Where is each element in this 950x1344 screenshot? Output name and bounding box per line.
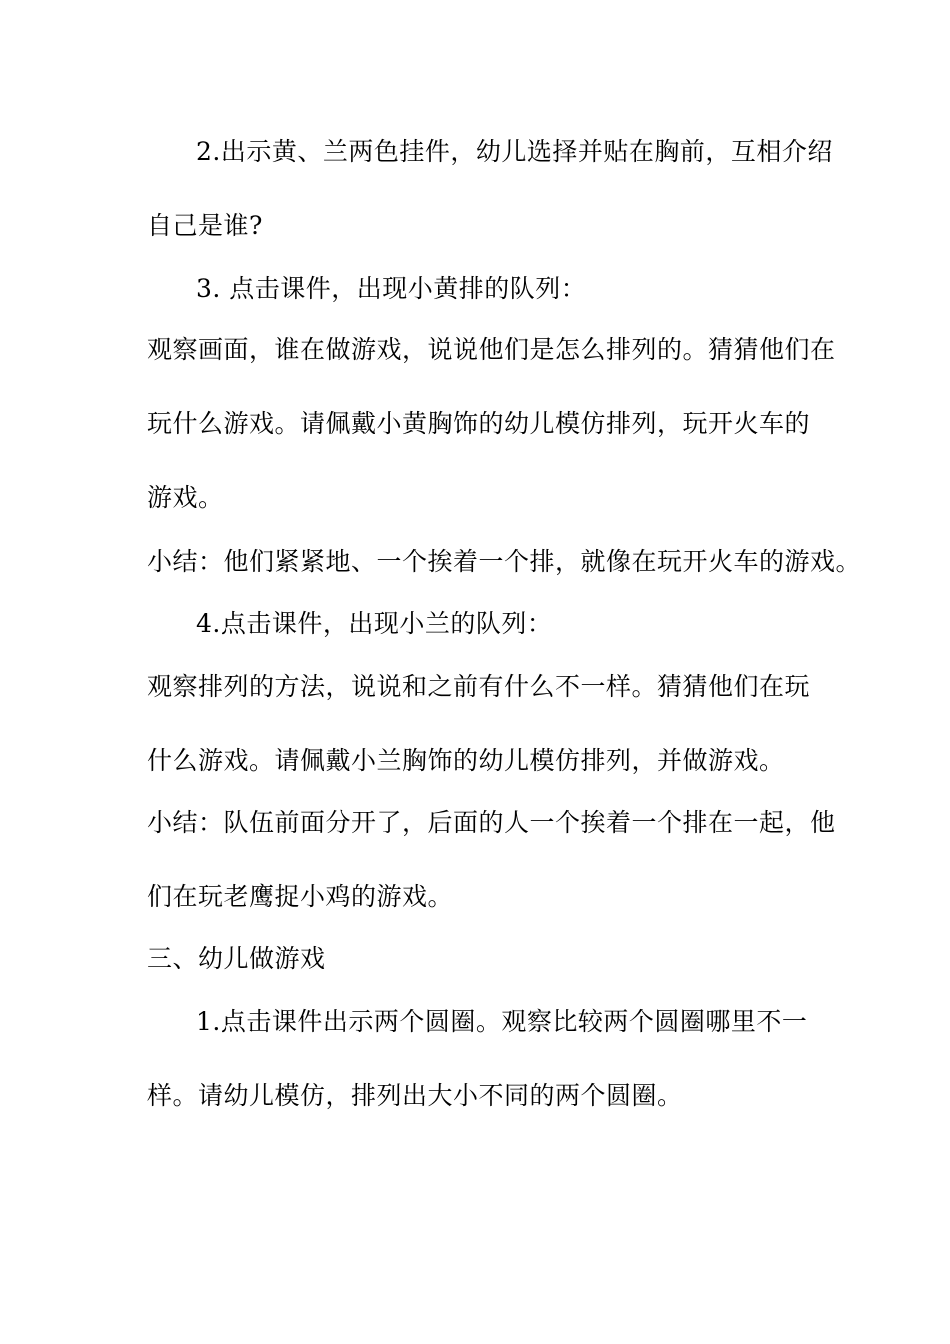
text-line-7: 小结：他们紧紧地、一个挨着一个排，就像在玩开火车的游戏。 xyxy=(147,547,862,576)
text-line-1: 2.出示黄、兰两色挂件，幼儿选择并贴在胸前，互相介绍 xyxy=(196,137,833,166)
text-line-5: 玩什么游戏。请佩戴小黄胸饰的幼儿模仿排列，玩开火车的 xyxy=(147,409,811,438)
text-line-10: 什么游戏。请佩戴小兰胸饰的幼儿模仿排列，并做游戏。 xyxy=(147,746,785,775)
text-line-12: 们在玩老鹰捉小鸡的游戏。 xyxy=(147,882,454,911)
text-line-3: 3. 点击课件，出现小黄排的队列： xyxy=(196,274,587,303)
text-line-4: 观察画面，谁在做游戏，说说他们是怎么排列的。猜猜他们在 xyxy=(147,335,836,364)
text-line-14: 1.点击课件出示两个圆圈。观察比较两个圆圈哪里不一 xyxy=(196,1007,808,1036)
text-line-15: 样。请幼儿模仿，排列出大小不同的两个圆圈。 xyxy=(147,1081,683,1110)
text-line-2: 自己是谁? xyxy=(147,211,263,240)
text-line-6: 游戏。 xyxy=(147,483,224,512)
text-line-11: 小结：队伍前面分开了，后面的人一个挨着一个排在一起，他 xyxy=(147,808,836,837)
text-line-9: 观察排列的方法，说说和之前有什么不一样。猜猜他们在玩 xyxy=(147,672,811,701)
section-heading: 三、幼儿做游戏 xyxy=(147,944,326,973)
text-line-8: 4.点击课件，出现小兰的队列： xyxy=(196,609,553,638)
